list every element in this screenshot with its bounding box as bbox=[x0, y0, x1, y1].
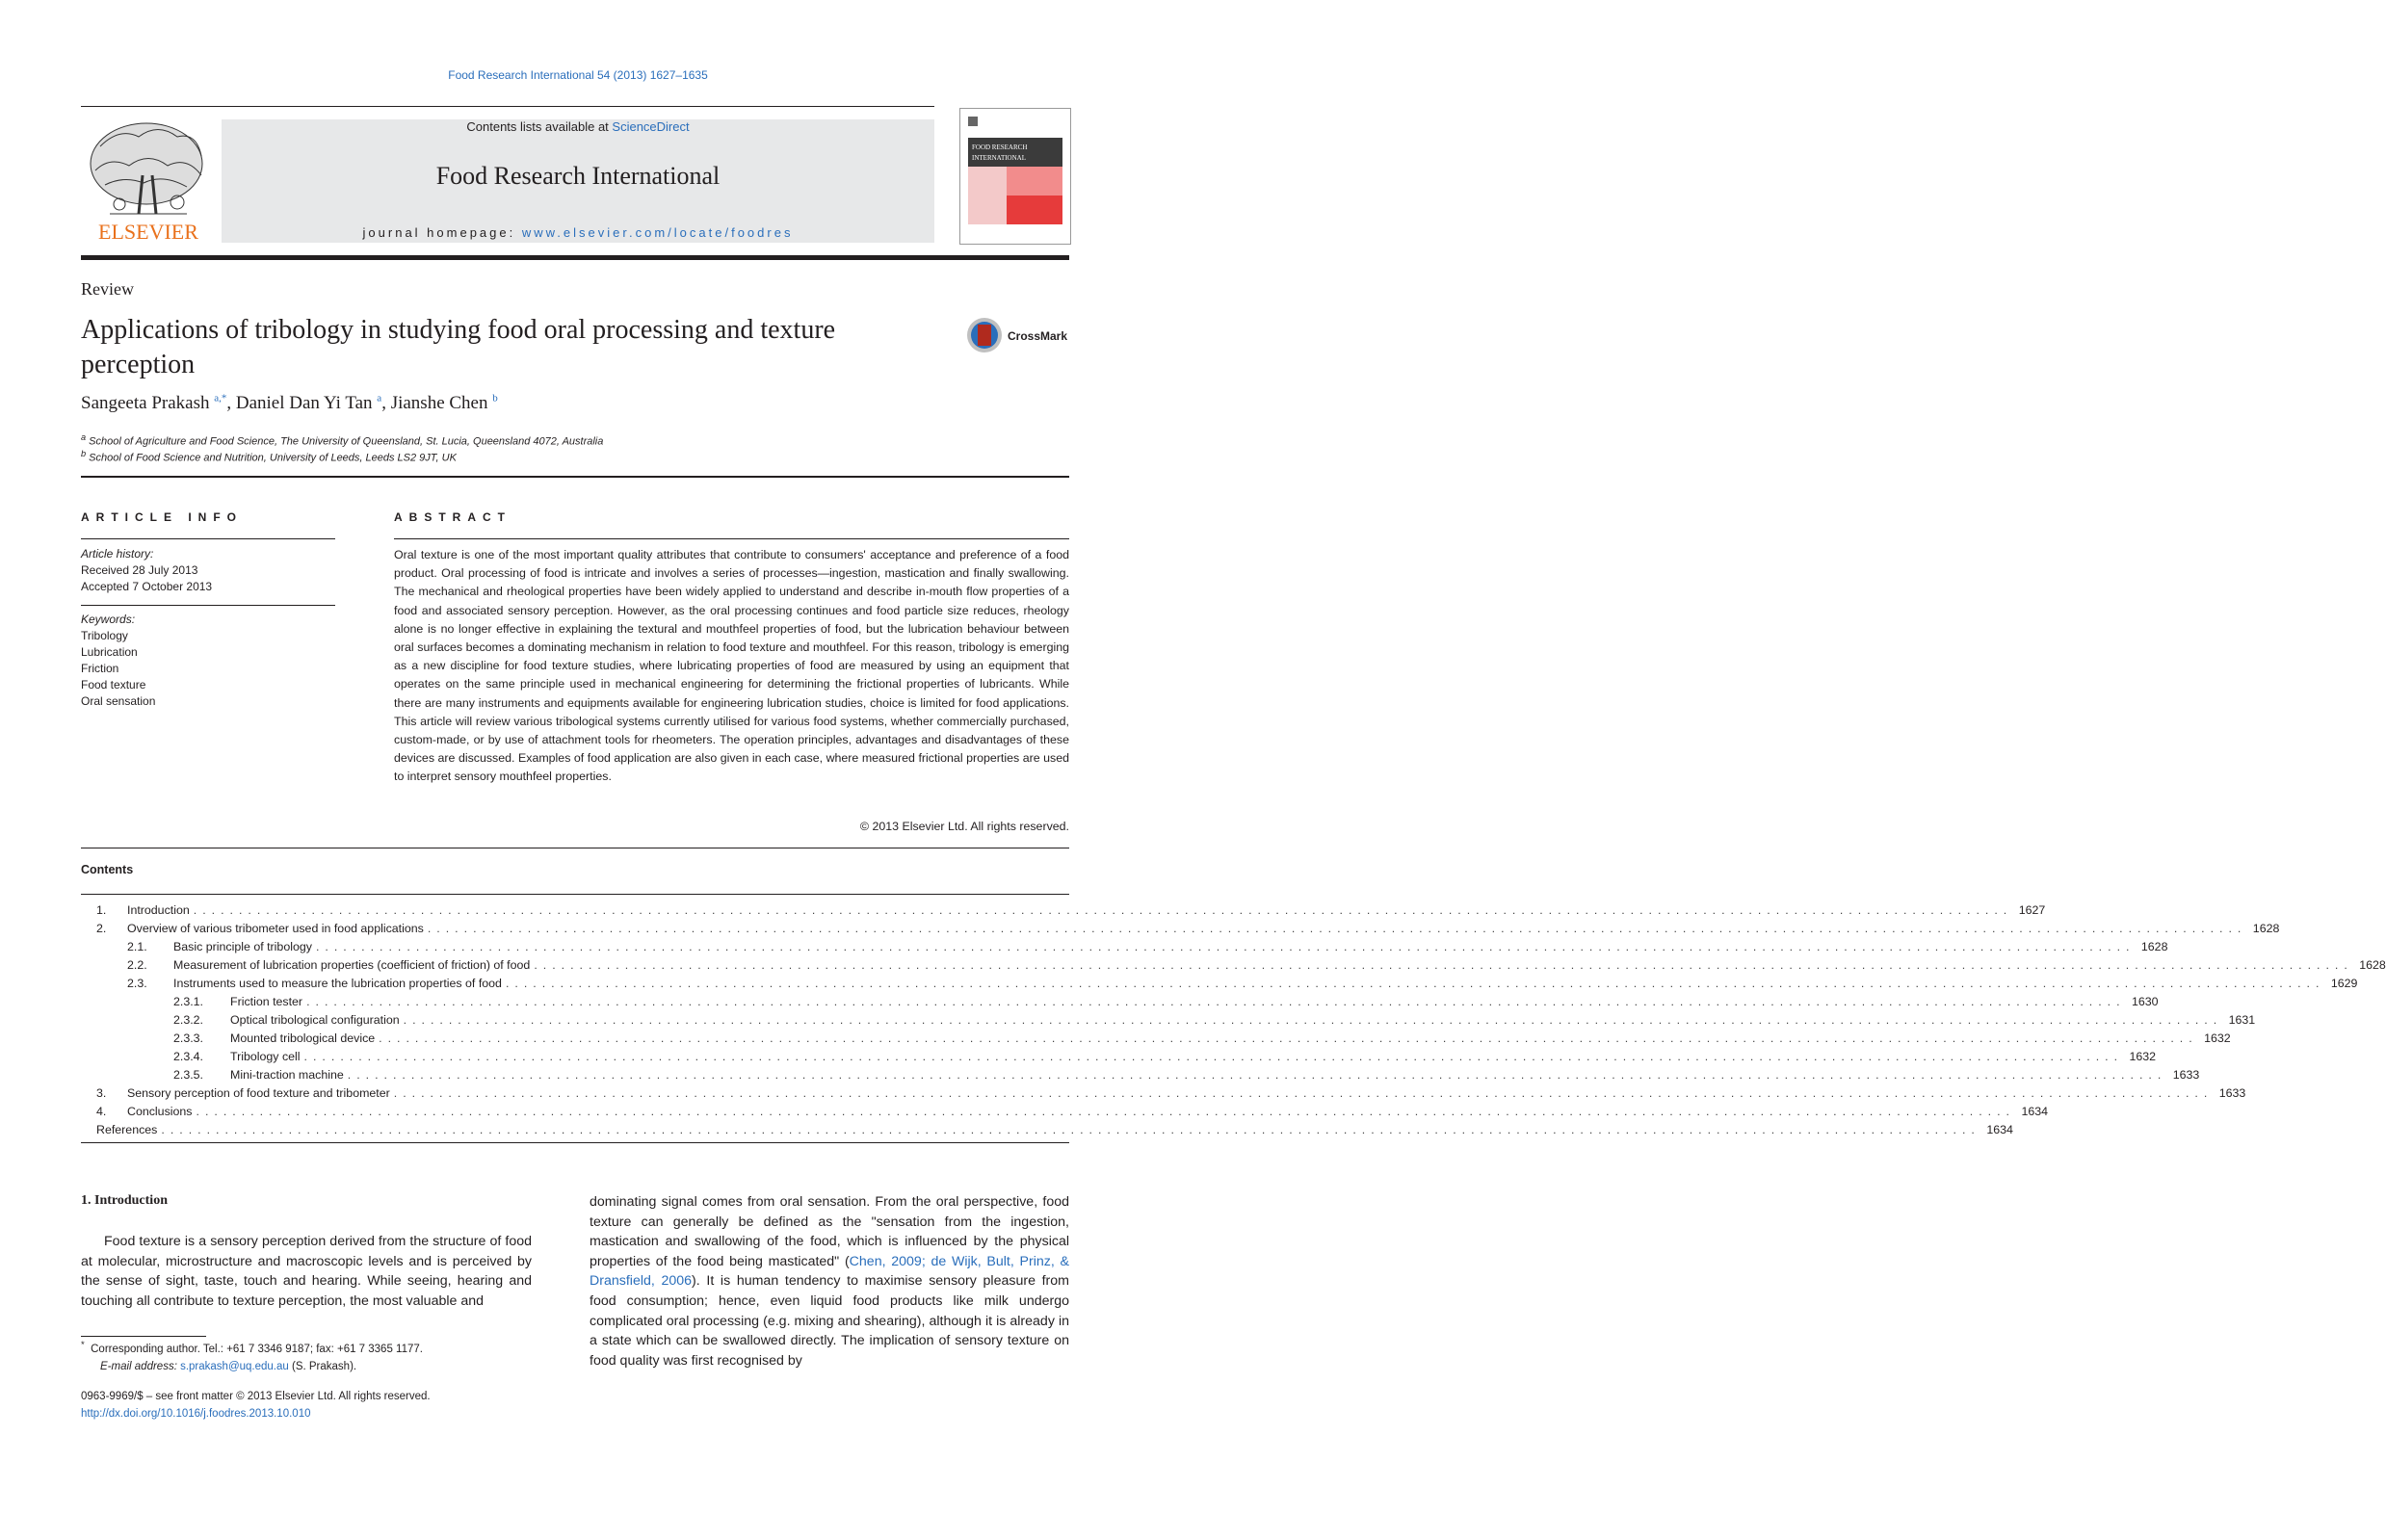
toc-entry-title: Sensory perception of food texture and tribometer bbox=[127, 1084, 394, 1102]
contents-lists-line bbox=[222, 119, 934, 134]
toc-entry-title: Measurement of lubrication properties (coefficient of friction) of food bbox=[173, 956, 534, 974]
sciencedirect-link[interactable]: ScienceDirect bbox=[612, 119, 690, 134]
keywords-label: Keywords: bbox=[81, 613, 136, 626]
toc-dot-leader: ........................................................................................................................................................................................................ bbox=[347, 1068, 2167, 1082]
toc-entry[interactable] bbox=[81, 975, 2358, 992]
toc-dot-leader: ........................................................................................................................................................................................................ bbox=[403, 1013, 2223, 1027]
history-label: Article history: bbox=[81, 547, 154, 561]
toc-entry-page: 1629 bbox=[2324, 975, 2357, 992]
abstract-rule bbox=[394, 538, 1069, 539]
toc-entry[interactable] bbox=[81, 1066, 2200, 1083]
header-thick-rule bbox=[81, 255, 1069, 260]
title-block-rule bbox=[81, 476, 1069, 478]
keywords-block bbox=[81, 612, 155, 710]
article-title: Applications of tribology in studying food oral processing and texture perception bbox=[81, 315, 836, 379]
toc-entry-page: 1630 bbox=[2126, 993, 2159, 1010]
toc-entry-title: Optical tribological configuration bbox=[230, 1011, 404, 1029]
introduction-paragraph-right: dominating signal comes from oral sensation. From the oral perspective, food texture can generally be defined as the "sensation from the ingestion, mastication and swallowing of the food, which is influenced by the physical properties of the food being masticated" (Chen, 2009; de Wijk, Bult, Prinz, & Dransfield, 2006). It is human tendency to maximise sensory pleasure from food consumption; hence, even liquid food products like milk undergo complicated oral processing (e.g. mixing and shearing), although it is already in a state which can be swallowed directly. The implication of sensory texture on food quality was first recognised by bbox=[590, 1194, 1069, 1369]
keyword: Food texture bbox=[81, 678, 146, 692]
toc-entry-title: Mounted tribological device bbox=[230, 1030, 379, 1047]
toc-dot-leader: ........................................................................................................................................................................................................ bbox=[161, 1123, 1980, 1136]
toc-entry-number: 2.3. bbox=[127, 977, 147, 990]
citation-link[interactable]: Chen, 2009; de Wijk, Bult, Prinz, & Dransfield, 2006 bbox=[590, 1253, 1069, 1290]
publisher-wordmark: ELSEVIER bbox=[98, 220, 198, 244]
toc-entry-page: 1627 bbox=[2012, 901, 2045, 919]
toc-bottom-rule bbox=[81, 1142, 1069, 1143]
journal-citation[interactable]: Food Research International 54 (2013) 1627–1635 bbox=[448, 68, 708, 82]
toc-entry-number: 2.3.3. bbox=[173, 1031, 204, 1045]
toc-entry[interactable] bbox=[81, 993, 2159, 1010]
toc-entry-title: Mini-traction machine bbox=[230, 1066, 348, 1083]
toc-entry-number: 2.3.4. bbox=[173, 1050, 204, 1063]
introduction-paragraph-left: Food texture is a sensory perception derived from the structure of food at molecular, microstructure and macroscopic levels and is perceived by the sense of sight, taste, touch and hearing. While seeing, hearing and touching all contribute to texture perception, the most valuable and bbox=[81, 1234, 532, 1309]
homepage-prefix: journal homepage: bbox=[362, 225, 522, 240]
crossmark-icon bbox=[965, 316, 1071, 354]
author-3[interactable]: Jianshe Chen $^b$ bbox=[390, 393, 498, 414]
header-rule bbox=[81, 106, 934, 107]
introduction-heading: 1. Introduction bbox=[81, 1193, 168, 1208]
author-1[interactable]: Sangeeta Prakash $^{a,*}$, bbox=[81, 393, 236, 414]
article-history bbox=[81, 546, 212, 595]
issn-line: 0963-9969/$ – see front matter © 2013 Elsevier Ltd. All rights reserved. bbox=[81, 1391, 431, 1402]
toc-entry-number: 4. bbox=[96, 1105, 107, 1118]
toc-entry-title: References bbox=[96, 1121, 161, 1138]
toc-dot-leader: ........................................................................................................................................................................................................ bbox=[393, 1086, 2214, 1100]
toc-entry[interactable] bbox=[81, 901, 2046, 919]
toc-entry-page: 1628 bbox=[2135, 938, 2167, 955]
cover-title-line-1: FOOD RESEARCH bbox=[972, 144, 1028, 151]
keyword: Tribology bbox=[81, 629, 128, 642]
toc-entry[interactable] bbox=[81, 920, 2280, 937]
toc-entry-title: Tribology cell bbox=[230, 1048, 304, 1065]
toc-entry[interactable] bbox=[81, 1048, 2157, 1065]
toc-dot-leader: ........................................................................................................................................................................................................ bbox=[534, 958, 2353, 972]
toc-entry[interactable] bbox=[81, 938, 2168, 955]
toc-dot-leader: ........................................................................................................................................................................................................ bbox=[193, 903, 2013, 917]
toc-entry-number: 2.1. bbox=[127, 940, 147, 953]
toc-entry-page: 1631 bbox=[2222, 1011, 2255, 1029]
abstract-copyright: © 2013 Elsevier Ltd. All rights reserved. bbox=[859, 820, 1069, 833]
accepted-date: Accepted 7 October 2013 bbox=[81, 580, 213, 593]
elsevier-tree-icon bbox=[81, 117, 216, 243]
keywords-rule bbox=[81, 605, 335, 606]
article-info-rule bbox=[81, 538, 335, 539]
toc-entry-page: 1632 bbox=[2198, 1030, 2231, 1047]
toc-dot-leader: ........................................................................................................................................................................................................ bbox=[427, 922, 2247, 935]
corresponding-author-note: * Corresponding author. Tel.: +61 7 3346 9187; fax: +61 7 3365 1177. E-mail address: s.prakash@uq.edu.au (S. Prakash). bbox=[81, 1340, 423, 1372]
keyword: Oral sensation bbox=[81, 694, 156, 708]
toc-entry-number: 3. bbox=[96, 1086, 107, 1100]
toc-entry-number bbox=[81, 1121, 96, 1138]
toc-entry-page: 1634 bbox=[1980, 1121, 2013, 1138]
toc-entry-number: 2.3.1. bbox=[173, 995, 204, 1008]
keyword: Lubrication bbox=[81, 645, 138, 659]
author-list bbox=[81, 393, 498, 414]
author-email-link[interactable]: s.prakash@uq.edu.au bbox=[180, 1360, 289, 1372]
toc-entry[interactable] bbox=[81, 1103, 2049, 1120]
author-2-affil: a bbox=[377, 393, 382, 405]
author-2[interactable]: Daniel Dan Yi Tan $^a$, bbox=[235, 393, 391, 414]
journal-cover-image bbox=[960, 109, 1070, 244]
toc-rule bbox=[81, 894, 1069, 895]
received-date: Received 28 July 2013 bbox=[81, 563, 198, 577]
doi-link[interactable]: http://dx.doi.org/10.1016/j.foodres.2013.10.010 bbox=[81, 1408, 311, 1420]
toc-entry-number: 2. bbox=[96, 922, 107, 935]
abstract-text: Oral texture is one of the most important quality attributes that contribute to consumers' acceptance and preference of a food product. Oral processing of food is intricate and involves a series of processes—ingestion, mastication and finally swallowing. The mechanical and rheological properties have been widely applied to understand and describe in-mouth flow properties of a food and associated sensory perception. However, as the oral processing continues and food particle size reduces, rheology alone is no longer effective in explaining the textural and mouthfeel properties of food, but the lubrication behaviour between oral surfaces becomes a dominating mechanism in relation to food texture and mouthfeel. For this reason, tribology is emerging as a new discipline for food texture studies, where lubricating properties of food are measured by using an equipment that operates on the same principle used in mechanical engineering for determining the frictional properties of lubricants. While there are many instruments and equipments available for engineering lubrication studies, choice is limited for food applications. This article will review various tribological systems currently utilised for various food systems, whether commercially purchased, custom-made, or by use of attachment tools for rheometers. The operation principles, advantages and disadvantages of these devices are discussed. Examples of food application are also given in each case, where measured frictional properties are used to interpret sensory mouthfeel properties. bbox=[394, 548, 1069, 784]
toc-entry-title: Conclusions bbox=[127, 1103, 197, 1120]
toc-entry-number: 2.2. bbox=[127, 958, 147, 972]
toc-entry[interactable] bbox=[81, 1011, 2256, 1029]
issn-footer bbox=[81, 1388, 431, 1423]
toc-entry[interactable] bbox=[81, 1121, 2013, 1138]
article-info-heading: ARTICLE INFO bbox=[81, 510, 243, 524]
toc-entry-title: Basic principle of tribology bbox=[173, 938, 316, 955]
toc-entry[interactable] bbox=[81, 1030, 2231, 1047]
toc-dot-leader: ........................................................................................................................................................................................................ bbox=[196, 1105, 2016, 1118]
toc-entry[interactable] bbox=[81, 956, 2386, 974]
toc-entry-page: 1628 bbox=[2246, 920, 2279, 937]
affiliation-a: $^a$ School of Agriculture and Food Science, The University of Queensland, St. Lucia, Queensland 4072, Australia bbox=[81, 432, 604, 448]
crossmark-badge[interactable] bbox=[965, 316, 1071, 354]
journal-cover-thumbnail bbox=[959, 108, 1071, 245]
article-type: Review bbox=[81, 279, 134, 299]
author-1-affil: a,* bbox=[214, 393, 227, 405]
contents-prefix: Contents lists available at bbox=[466, 119, 613, 134]
affiliation-b: $^b$ School of Food Science and Nutrition, University of Leeds, Leeds LS2 9JT, UK bbox=[81, 449, 457, 464]
author-3-affil: b bbox=[492, 393, 498, 405]
toc-dot-leader: ........................................................................................................................................................................................................ bbox=[379, 1031, 2198, 1045]
toc-entry-number: 2.3.2. bbox=[173, 1013, 204, 1027]
toc-entry[interactable] bbox=[81, 1084, 2246, 1102]
toc-entry-number: 1. bbox=[96, 903, 107, 917]
crossmark-label: CrossMark bbox=[1008, 329, 1068, 343]
toc-entry-page: 1632 bbox=[2123, 1048, 2156, 1065]
toc-entry-title: Overview of various tribometer used in food applications bbox=[127, 920, 428, 937]
toc-entry-page: 1628 bbox=[2353, 956, 2386, 974]
toc-entry-page: 1633 bbox=[2213, 1084, 2245, 1102]
journal-name: Food Research International bbox=[435, 162, 721, 190]
toc-heading: Contents bbox=[81, 863, 134, 876]
homepage-link[interactable]: www.elsevier.com/locate/foodres bbox=[521, 225, 794, 240]
toc-entry-title: Friction tester bbox=[230, 993, 306, 1010]
toc-dot-leader: ........................................................................................................................................................................................................ bbox=[306, 995, 2126, 1008]
keyword: Friction bbox=[81, 662, 119, 675]
toc-dot-leader: ........................................................................................................................................................................................................ bbox=[303, 1050, 2124, 1063]
journal-homepage bbox=[222, 225, 934, 240]
elsevier-logo bbox=[81, 117, 216, 243]
toc-dot-leader: ........................................................................................................................................................................................................ bbox=[315, 940, 2136, 953]
toc-entry-page: 1633 bbox=[2166, 1066, 2199, 1083]
abstract-heading: ABSTRACT bbox=[394, 510, 511, 524]
toc-dot-leader: ........................................................................................................................................................................................................ bbox=[505, 977, 2325, 990]
toc-entry-title: Instruments used to measure the lubrication properties of food bbox=[173, 975, 506, 992]
toc-entry-number: 2.3.5. bbox=[173, 1068, 204, 1082]
toc-entry-title: Introduction bbox=[127, 901, 194, 919]
cover-title-line-2: INTERNATIONAL bbox=[972, 154, 1026, 162]
toc-entry-page: 1634 bbox=[2015, 1103, 2048, 1120]
